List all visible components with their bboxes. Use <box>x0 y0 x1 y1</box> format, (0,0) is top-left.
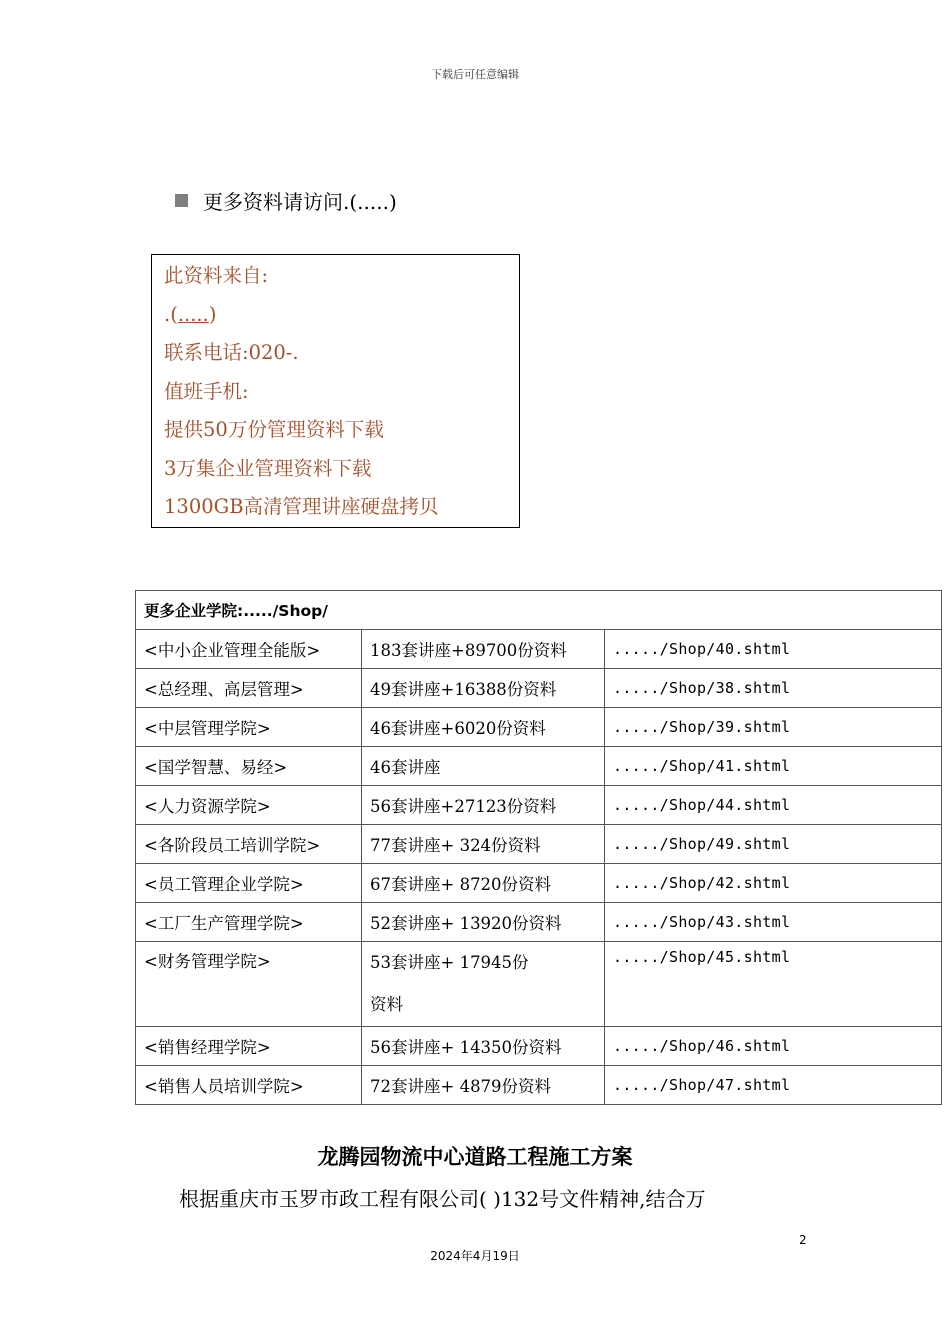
visit-more-text: 更多资料请访问.(.....) <box>203 190 397 214</box>
table-row <box>136 708 942 747</box>
academy-url[interactable]: ...../Shop/42.shtml <box>605 864 942 903</box>
table-row <box>136 864 942 903</box>
academy-content: 183套讲座+89700份资料 <box>362 630 605 669</box>
academy-url[interactable]: ...../Shop/43.shtml <box>605 903 942 942</box>
footer-date: 2024年4月19日 <box>430 1249 520 1263</box>
academy-content: 46套讲座 <box>362 747 605 786</box>
source-info-box <box>151 254 520 528</box>
academy-name: <销售经理学院> <box>136 1027 362 1066</box>
academy-name: <总经理、高层管理> <box>136 669 362 708</box>
table-row <box>136 669 942 708</box>
academy-url[interactable]: ...../Shop/49.shtml <box>605 825 942 864</box>
source-link[interactable]: ..... <box>177 302 209 326</box>
table-row <box>136 942 942 1027</box>
table-row <box>136 825 942 864</box>
table-row <box>136 786 942 825</box>
page-header-note: 下载后可任意编辑 <box>431 68 519 81</box>
document-body-first-line: 根据重庆市玉罗市政工程有限公司( )132号文件精神,结合万 <box>179 1187 706 1211</box>
offer-line-2: 3万集企业管理资料下载 <box>164 456 372 480</box>
academy-url[interactable]: ...../Shop/41.shtml <box>605 747 942 786</box>
table-row <box>136 630 942 669</box>
academy-name: <国学智慧、易经> <box>136 747 362 786</box>
document-title: 龙腾园物流中心道路工程施工方案 <box>317 1145 633 1169</box>
academy-url[interactable]: ...../Shop/46.shtml <box>605 1027 942 1066</box>
academy-content: 46套讲座+6020份资料 <box>362 708 605 747</box>
academy-content: 56套讲座+27123份资料 <box>362 786 605 825</box>
academy-url[interactable]: ...../Shop/39.shtml <box>605 708 942 747</box>
academy-url[interactable]: ...../Shop/38.shtml <box>605 669 942 708</box>
academy-catalog-table <box>135 590 942 1105</box>
academy-content: 77套讲座+ 324份资料 <box>362 825 605 864</box>
academy-name: <财务管理学院> <box>136 942 362 1027</box>
table-row <box>136 1066 942 1105</box>
academy-content: 67套讲座+ 8720份资料 <box>362 864 605 903</box>
academy-name: <工厂生产管理学院> <box>136 903 362 942</box>
catalog-header: 更多企业学院:...../Shop/ <box>136 591 942 630</box>
academy-content: 72套讲座+ 4879份资料 <box>362 1066 605 1105</box>
table-row <box>136 1027 942 1066</box>
academy-content: 53套讲座+ 17945份资料 <box>362 942 605 1027</box>
offer-line-3: 1300GB高清管理讲座硬盘拷贝 <box>164 495 439 518</box>
academy-name: <销售人员培训学院> <box>136 1066 362 1105</box>
source-label: 此资料来自: <box>164 264 269 287</box>
academy-name: <人力资源学院> <box>136 786 362 825</box>
academy-name: <各阶段员工培训学院> <box>136 825 362 864</box>
source-link-suffix: ) <box>208 302 217 326</box>
academy-name: <中层管理学院> <box>136 708 362 747</box>
academy-content: 52套讲座+ 13920份资料 <box>362 903 605 942</box>
source-link-prefix: .( <box>164 302 178 326</box>
table-row <box>136 747 942 786</box>
square-bullet-icon <box>175 194 188 207</box>
academy-content: 49套讲座+16388份资料 <box>362 669 605 708</box>
table-header-row <box>136 591 942 630</box>
page-number: 2 <box>799 1233 807 1247</box>
table-row <box>136 903 942 942</box>
duty-mobile: 值班手机: <box>164 379 249 403</box>
academy-url[interactable]: ...../Shop/40.shtml <box>605 630 942 669</box>
academy-name: <中小企业管理全能版> <box>136 630 362 669</box>
academy-url[interactable]: ...../Shop/44.shtml <box>605 786 942 825</box>
contact-phone: 联系电话:020-. <box>164 341 299 364</box>
visit-more-line <box>175 186 397 215</box>
academy-url[interactable]: ...../Shop/47.shtml <box>605 1066 942 1105</box>
academy-content: 56套讲座+ 14350份资料 <box>362 1027 605 1066</box>
offer-line-1: 提供50万份管理资料下载 <box>164 418 384 441</box>
academy-name: <员工管理企业学院> <box>136 864 362 903</box>
academy-url[interactable]: ...../Shop/45.shtml <box>605 942 942 1027</box>
source-link-line <box>164 298 519 337</box>
